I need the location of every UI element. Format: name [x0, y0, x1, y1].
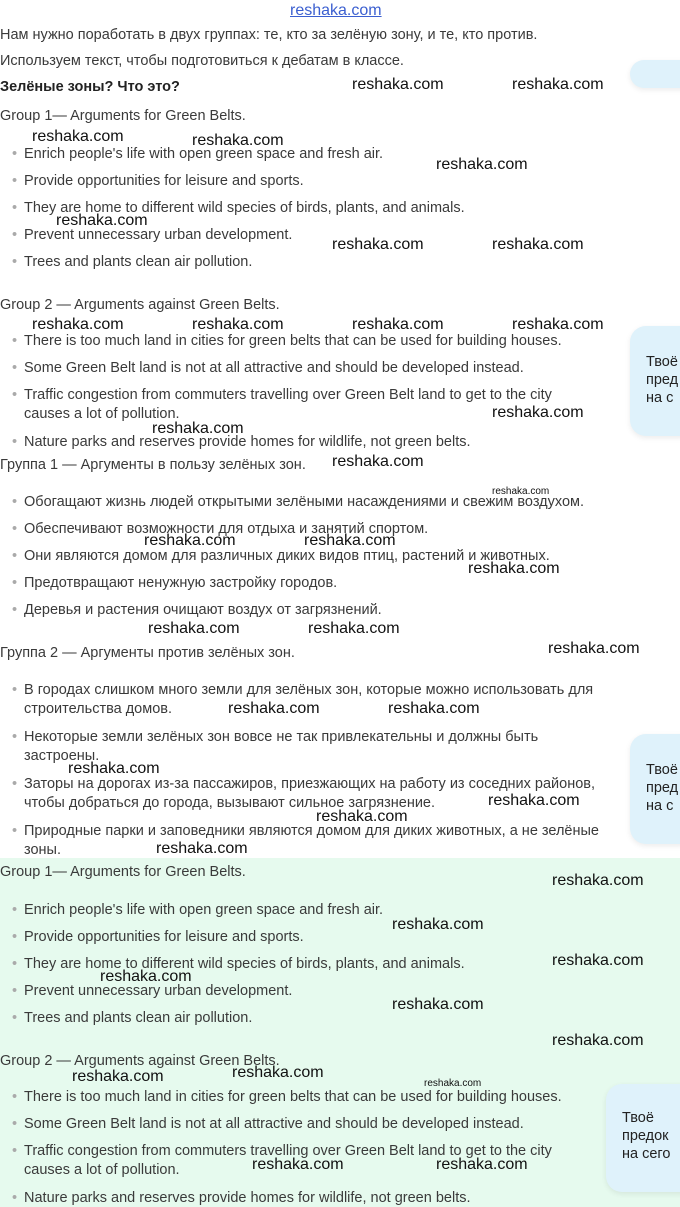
bubble-text-3: на с — [646, 390, 674, 406]
intro-line-2: Используем текст, чтобы подготовиться к дебатам в классе. — [0, 53, 404, 69]
watermark: reshaka.com — [156, 840, 248, 857]
watermark: reshaka.com — [352, 316, 444, 333]
watermark: reshaka.com — [100, 968, 192, 985]
watermark: reshaka.com — [468, 560, 560, 577]
watermark: reshaka.com — [252, 1156, 344, 1173]
watermark: reshaka.com — [308, 620, 400, 637]
watermark: reshaka.com — [304, 532, 396, 549]
bubble3-text-3: на сего — [622, 1146, 671, 1162]
watermark: reshaka.com — [492, 404, 584, 421]
watermark: reshaka.com — [392, 996, 484, 1013]
watermark: reshaka.com — [512, 316, 604, 333]
bubble2-text-1: Твоё — [646, 762, 678, 778]
site-link[interactable]: reshaka.com — [290, 2, 382, 19]
bubble3-text-1: Твоё — [622, 1110, 654, 1126]
ru-group1-title: Группа 1 — Аргументы в пользу зелёных зон. — [0, 457, 306, 473]
en2-group2-title: Group 2 — Arguments against Green Belts. — [0, 1053, 280, 1069]
watermark: reshaka.com — [192, 316, 284, 333]
ru-group2-title: Группа 2 — Аргументы против зелёных зон. — [0, 645, 295, 661]
watermark: reshaka.com — [552, 872, 644, 889]
watermark: reshaka.com — [148, 620, 240, 637]
intro-question: Зелёные зоны? Что это? — [0, 79, 180, 95]
watermark: reshaka.com — [552, 952, 644, 969]
watermark: reshaka.com — [56, 212, 148, 229]
watermark: reshaka.com — [492, 486, 550, 497]
watermark: reshaka.com — [352, 76, 444, 93]
watermark: reshaka.com — [488, 792, 580, 809]
bubble-text-1: Твоё — [646, 354, 678, 370]
watermark: reshaka.com — [436, 156, 528, 173]
en2-group1-title: Group 1— Arguments for Green Belts. — [0, 864, 246, 880]
watermark: reshaka.com — [144, 532, 236, 549]
watermark: reshaka.com — [32, 316, 124, 333]
intro-line-1: Нам нужно поработать в двух группах: те, кто за зелёную зону, и те, кто против. — [0, 27, 538, 43]
watermark: reshaka.com — [192, 132, 284, 149]
assistant-bubble-3[interactable] — [606, 1084, 680, 1192]
watermark: reshaka.com — [152, 420, 244, 437]
watermark: reshaka.com — [388, 700, 480, 717]
assistant-bubble[interactable] — [630, 326, 680, 436]
watermark: reshaka.com — [512, 76, 604, 93]
en1-group1-title: Group 1— Arguments for Green Belts. — [0, 108, 246, 124]
watermark: reshaka.com — [332, 453, 424, 470]
watermark: reshaka.com — [492, 236, 584, 253]
watermark: reshaka.com — [232, 1064, 324, 1081]
assistant-bubble-top[interactable] — [630, 60, 680, 88]
bubble2-text-2: пред — [646, 780, 679, 796]
watermark: reshaka.com — [32, 128, 124, 145]
watermark: reshaka.com — [424, 1078, 482, 1089]
watermark: reshaka.com — [392, 916, 484, 933]
watermark: reshaka.com — [548, 640, 640, 657]
en1-group2-title: Group 2 — Arguments against Green Belts. — [0, 297, 280, 313]
watermark: reshaka.com — [552, 1032, 644, 1049]
assistant-bubble-2[interactable] — [630, 734, 680, 844]
bubble3-text-2: предок — [622, 1128, 669, 1144]
bubble-text-2: пред — [646, 372, 679, 388]
watermark: reshaka.com — [332, 236, 424, 253]
watermark: reshaka.com — [228, 700, 320, 717]
watermark: reshaka.com — [316, 808, 408, 825]
watermark: reshaka.com — [72, 1068, 164, 1085]
bubble2-text-3: на с — [646, 798, 674, 814]
watermark: reshaka.com — [68, 760, 160, 777]
watermark: reshaka.com — [436, 1156, 528, 1173]
